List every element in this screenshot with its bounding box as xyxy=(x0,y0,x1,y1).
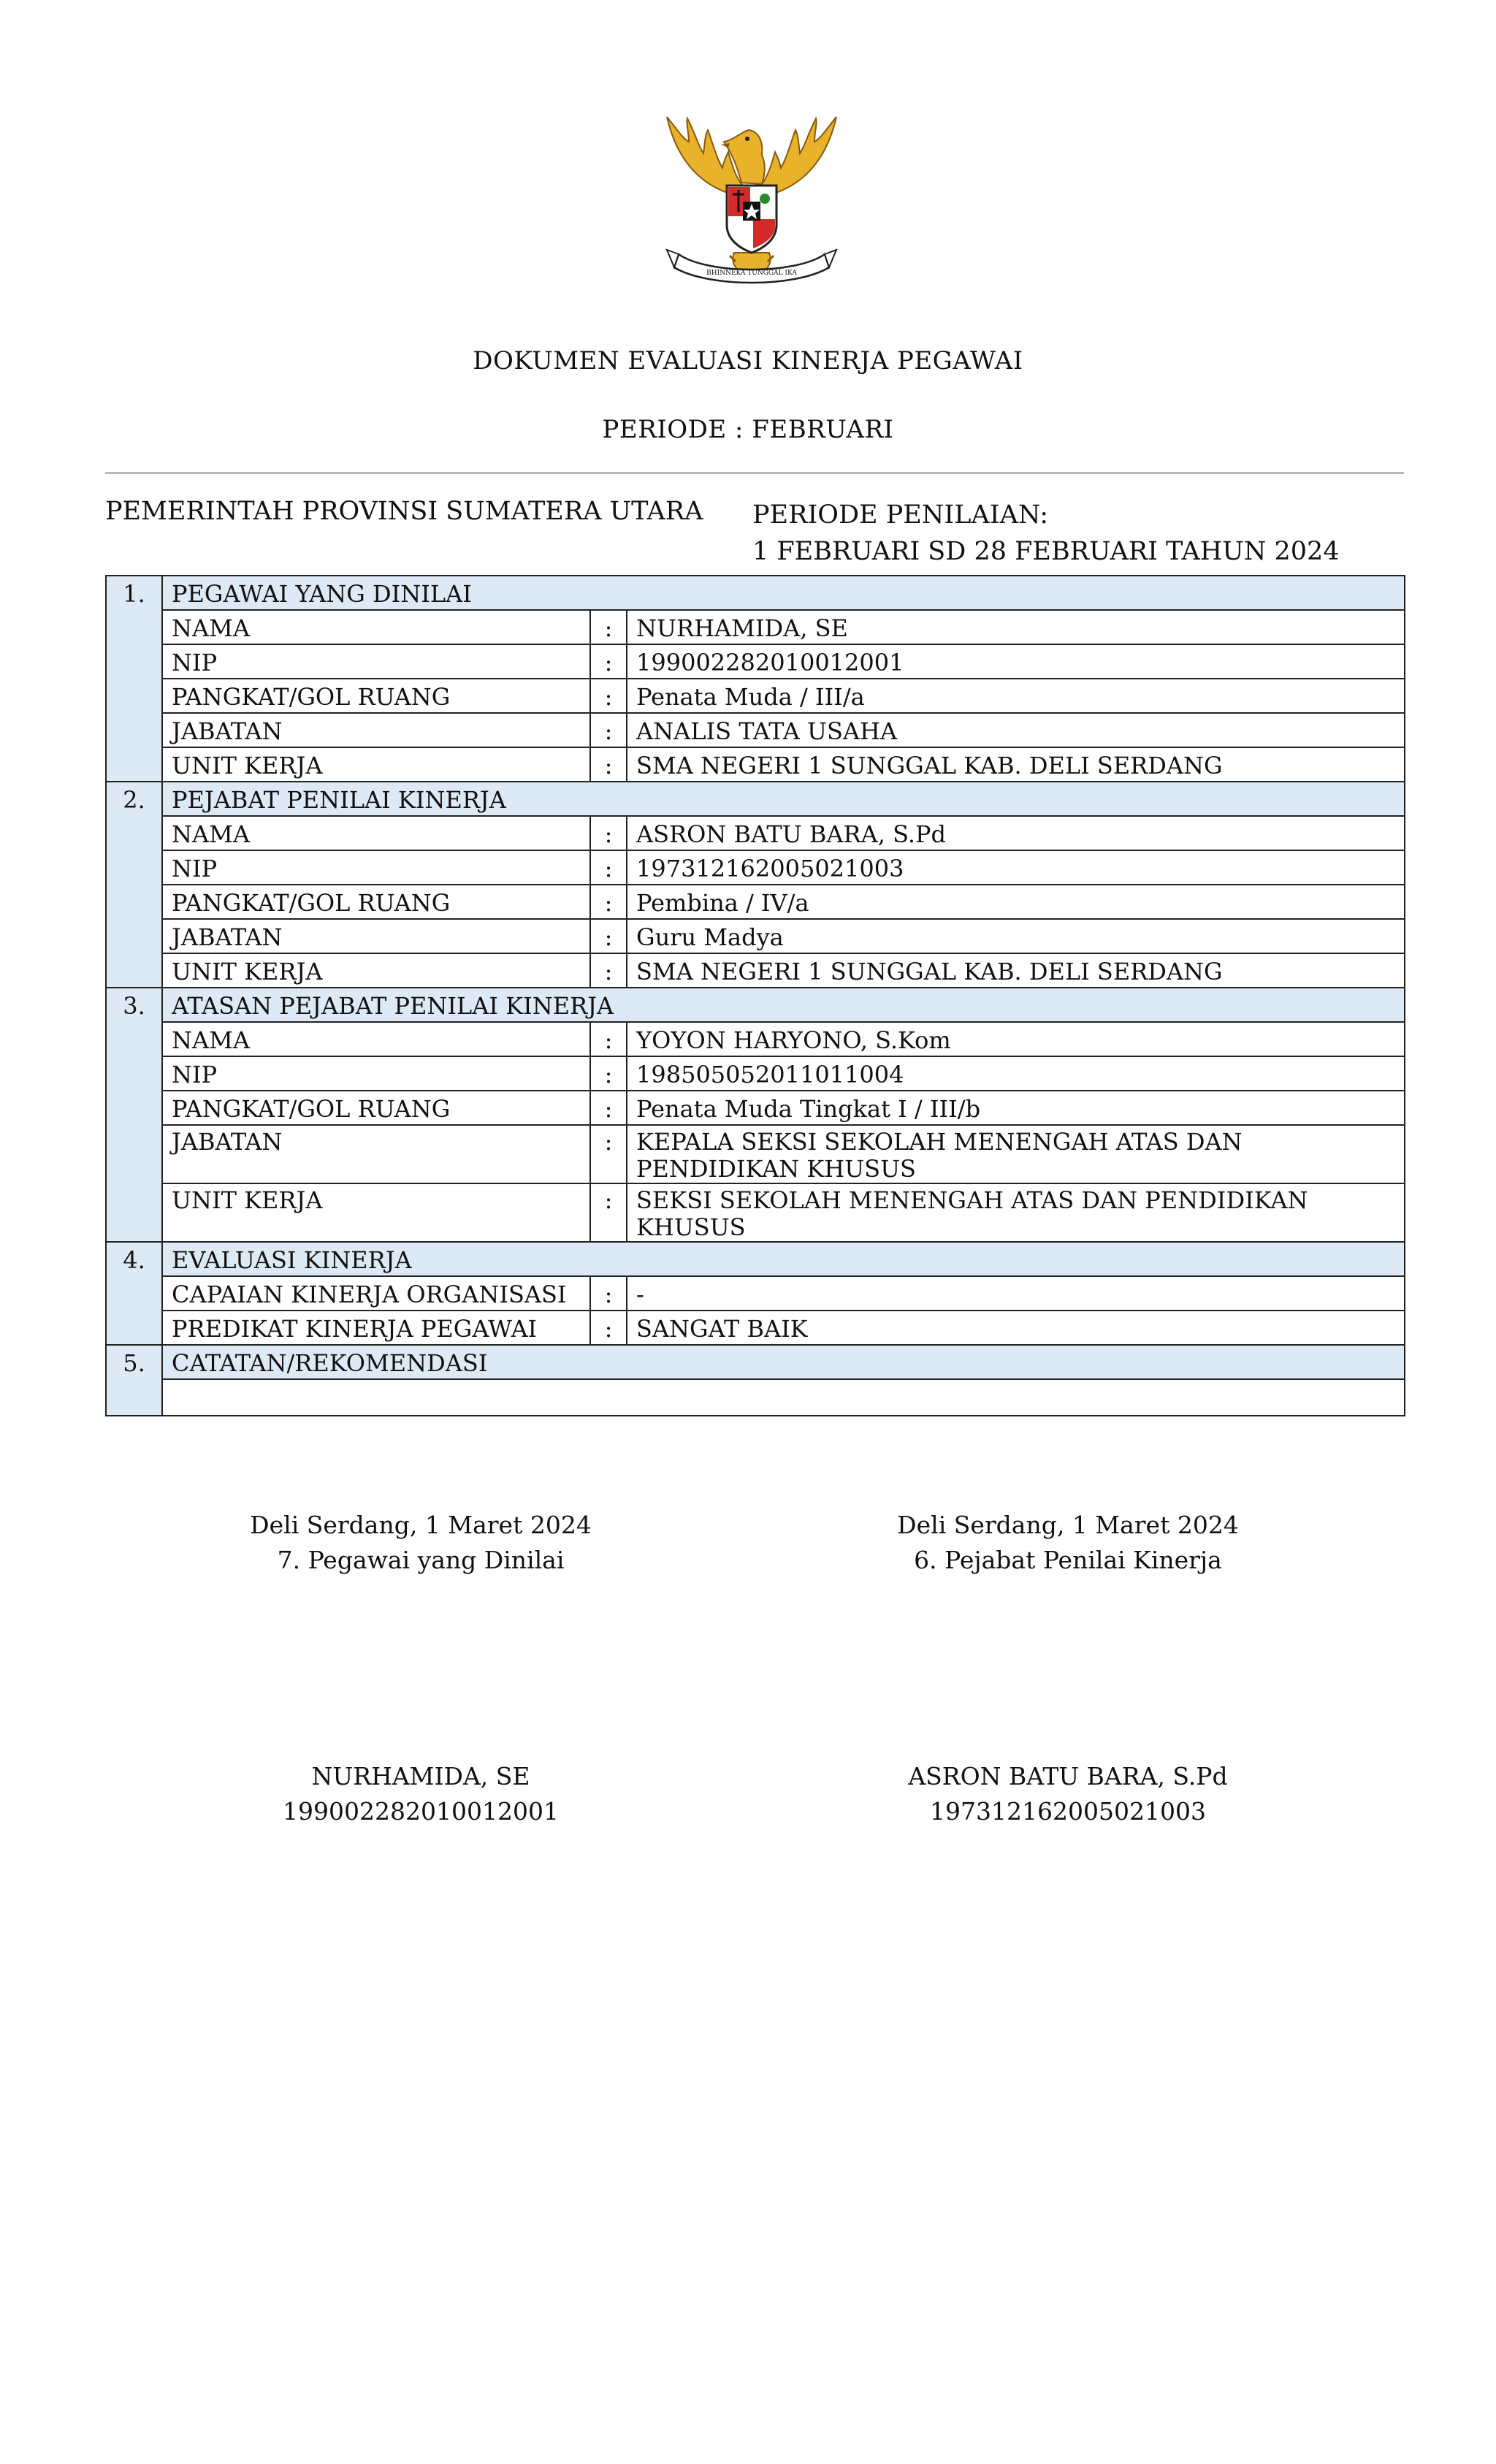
table-row xyxy=(106,747,1405,782)
field-label: UNIT KERJA xyxy=(162,953,590,988)
table-row xyxy=(106,1311,1405,1345)
garuda-emblem xyxy=(657,110,847,292)
emblem-motto: BHINNEKA TUNGGAL IKA xyxy=(706,270,797,277)
section-title: PEGAWAI YANG DINILAI xyxy=(162,576,1405,610)
section-title: PEJABAT PENILAI KINERJA xyxy=(162,782,1405,816)
period-label: PERIODE PENILAIAN: xyxy=(752,500,1049,530)
colon-separator: : xyxy=(590,885,627,919)
field-value: - xyxy=(627,1276,1405,1311)
colon-separator: : xyxy=(590,610,627,644)
section-header xyxy=(106,576,1405,610)
signature-place-date: Deli Serdang, 1 Maret 2024 xyxy=(250,1511,592,1539)
field-label: PANGKAT/GOL RUANG xyxy=(162,885,590,919)
field-label: NIP xyxy=(162,644,590,679)
section-number: 2. xyxy=(106,782,162,988)
section-header xyxy=(106,782,1405,816)
signer-name: ASRON BATU BARA, S.Pd xyxy=(908,1762,1228,1790)
table-row xyxy=(106,1091,1405,1125)
table-row xyxy=(106,610,1405,644)
colon-separator: : xyxy=(590,1091,627,1125)
signature-block-left xyxy=(165,1508,676,1578)
field-label: JABATAN xyxy=(162,1125,590,1183)
field-label: NAMA xyxy=(162,1022,590,1056)
table-row xyxy=(106,1379,1405,1416)
table-row xyxy=(106,644,1405,679)
field-label: UNIT KERJA xyxy=(162,1183,590,1242)
signature-place-date: Deli Serdang, 1 Maret 2024 xyxy=(897,1511,1239,1539)
field-value: 198505052011011004 xyxy=(627,1056,1405,1091)
table-row xyxy=(106,953,1405,988)
colon-separator: : xyxy=(590,850,627,885)
notes-cell xyxy=(162,1379,1405,1416)
colon-separator: : xyxy=(590,679,627,713)
signature-block-right xyxy=(812,1508,1324,1578)
table-row xyxy=(106,850,1405,885)
section-number: 3. xyxy=(106,988,162,1242)
signature-role: 6. Pejabat Penilai Kinerja xyxy=(914,1546,1222,1574)
divider xyxy=(105,472,1404,474)
field-label: JABATAN xyxy=(162,919,590,953)
colon-separator: : xyxy=(590,747,627,782)
evaluation-table xyxy=(105,575,1405,1416)
field-value: ANALIS TATA USAHA xyxy=(627,713,1405,747)
period-block xyxy=(752,497,1340,570)
colon-separator: : xyxy=(590,644,627,679)
section-header xyxy=(106,1345,1405,1379)
signature-name-right xyxy=(812,1759,1324,1829)
colon-separator: : xyxy=(590,1125,627,1183)
section-number: 1. xyxy=(106,576,162,782)
field-value: Penata Muda / III/a xyxy=(627,679,1405,713)
colon-separator: : xyxy=(590,1183,627,1242)
colon-separator: : xyxy=(590,919,627,953)
field-label: NAMA xyxy=(162,610,590,644)
table-row xyxy=(106,1183,1405,1242)
field-value: KEPALA SEKSI SEKOLAH MENENGAH ATAS DAN PENDIDIKAN KHUSUS xyxy=(627,1125,1405,1183)
field-label: CAPAIAN KINERJA ORGANISASI xyxy=(162,1276,590,1311)
field-label: NAMA xyxy=(162,816,590,850)
signature-name-left xyxy=(165,1759,676,1829)
section-title: EVALUASI KINERJA xyxy=(162,1242,1405,1276)
period-value: 1 FEBRUARI SD 28 FEBRUARI TAHUN 2024 xyxy=(752,537,1340,566)
field-value: NURHAMIDA, SE xyxy=(627,610,1405,644)
section-title: CATATAN/REKOMENDASI xyxy=(162,1345,1405,1379)
field-label: PANGKAT/GOL RUANG xyxy=(162,679,590,713)
colon-separator: : xyxy=(590,1022,627,1056)
table-row xyxy=(106,919,1405,953)
field-value: Penata Muda Tingkat I / III/b xyxy=(627,1091,1405,1125)
organization-name: PEMERINTAH PROVINSI SUMATERA UTARA xyxy=(105,497,703,526)
field-label: PANGKAT/GOL RUANG xyxy=(162,1091,590,1125)
field-value: Pembina / IV/a xyxy=(627,885,1405,919)
field-value: SMA NEGERI 1 SUNGGAL KAB. DELI SERDANG xyxy=(627,747,1405,782)
table-row xyxy=(106,885,1405,919)
field-value: SEKSI SEKOLAH MENENGAH ATAS DAN PENDIDIKAN KHUSUS xyxy=(627,1183,1405,1242)
section-number: 5. xyxy=(106,1345,162,1416)
colon-separator: : xyxy=(590,1276,627,1311)
field-value: SANGAT BAIK xyxy=(627,1311,1405,1345)
field-label: NIP xyxy=(162,850,590,885)
colon-separator: : xyxy=(590,953,627,988)
signature-role: 7. Pegawai yang Dinilai xyxy=(277,1546,565,1574)
document-title: DOKUMEN EVALUASI KINERJA PEGAWAI xyxy=(473,346,1023,375)
section-header xyxy=(106,1242,1405,1276)
colon-separator: : xyxy=(590,713,627,747)
field-value: SMA NEGERI 1 SUNGGAL KAB. DELI SERDANG xyxy=(627,953,1405,988)
signer-nip: 199002282010012001 xyxy=(283,1797,559,1826)
table-row xyxy=(106,679,1405,713)
colon-separator: : xyxy=(590,1311,627,1345)
field-label: NIP xyxy=(162,1056,590,1091)
field-label: UNIT KERJA xyxy=(162,747,590,782)
signer-nip: 197312162005021003 xyxy=(930,1797,1206,1826)
colon-separator: : xyxy=(590,1056,627,1091)
field-value: 197312162005021003 xyxy=(627,850,1405,885)
field-value: ASRON BATU BARA, S.Pd xyxy=(627,816,1405,850)
table-row xyxy=(106,816,1405,850)
colon-separator: : xyxy=(590,816,627,850)
table-row xyxy=(106,1056,1405,1091)
field-value: YOYON HARYONO, S.Kom xyxy=(627,1022,1405,1056)
section-title: ATASAN PEJABAT PENILAI KINERJA xyxy=(162,988,1405,1022)
signer-name: NURHAMIDA, SE xyxy=(311,1762,530,1790)
field-label: PREDIKAT KINERJA PEGAWAI xyxy=(162,1311,590,1345)
table-row xyxy=(106,1022,1405,1056)
section-number: 4. xyxy=(106,1242,162,1345)
field-value: 199002282010012001 xyxy=(627,644,1405,679)
field-label: JABATAN xyxy=(162,713,590,747)
section-header xyxy=(106,988,1405,1022)
field-value: Guru Madya xyxy=(627,919,1405,953)
table-row xyxy=(106,713,1405,747)
table-row xyxy=(106,1125,1405,1183)
document-period: PERIODE : FEBRUARI xyxy=(602,415,894,444)
table-row xyxy=(106,1276,1405,1311)
